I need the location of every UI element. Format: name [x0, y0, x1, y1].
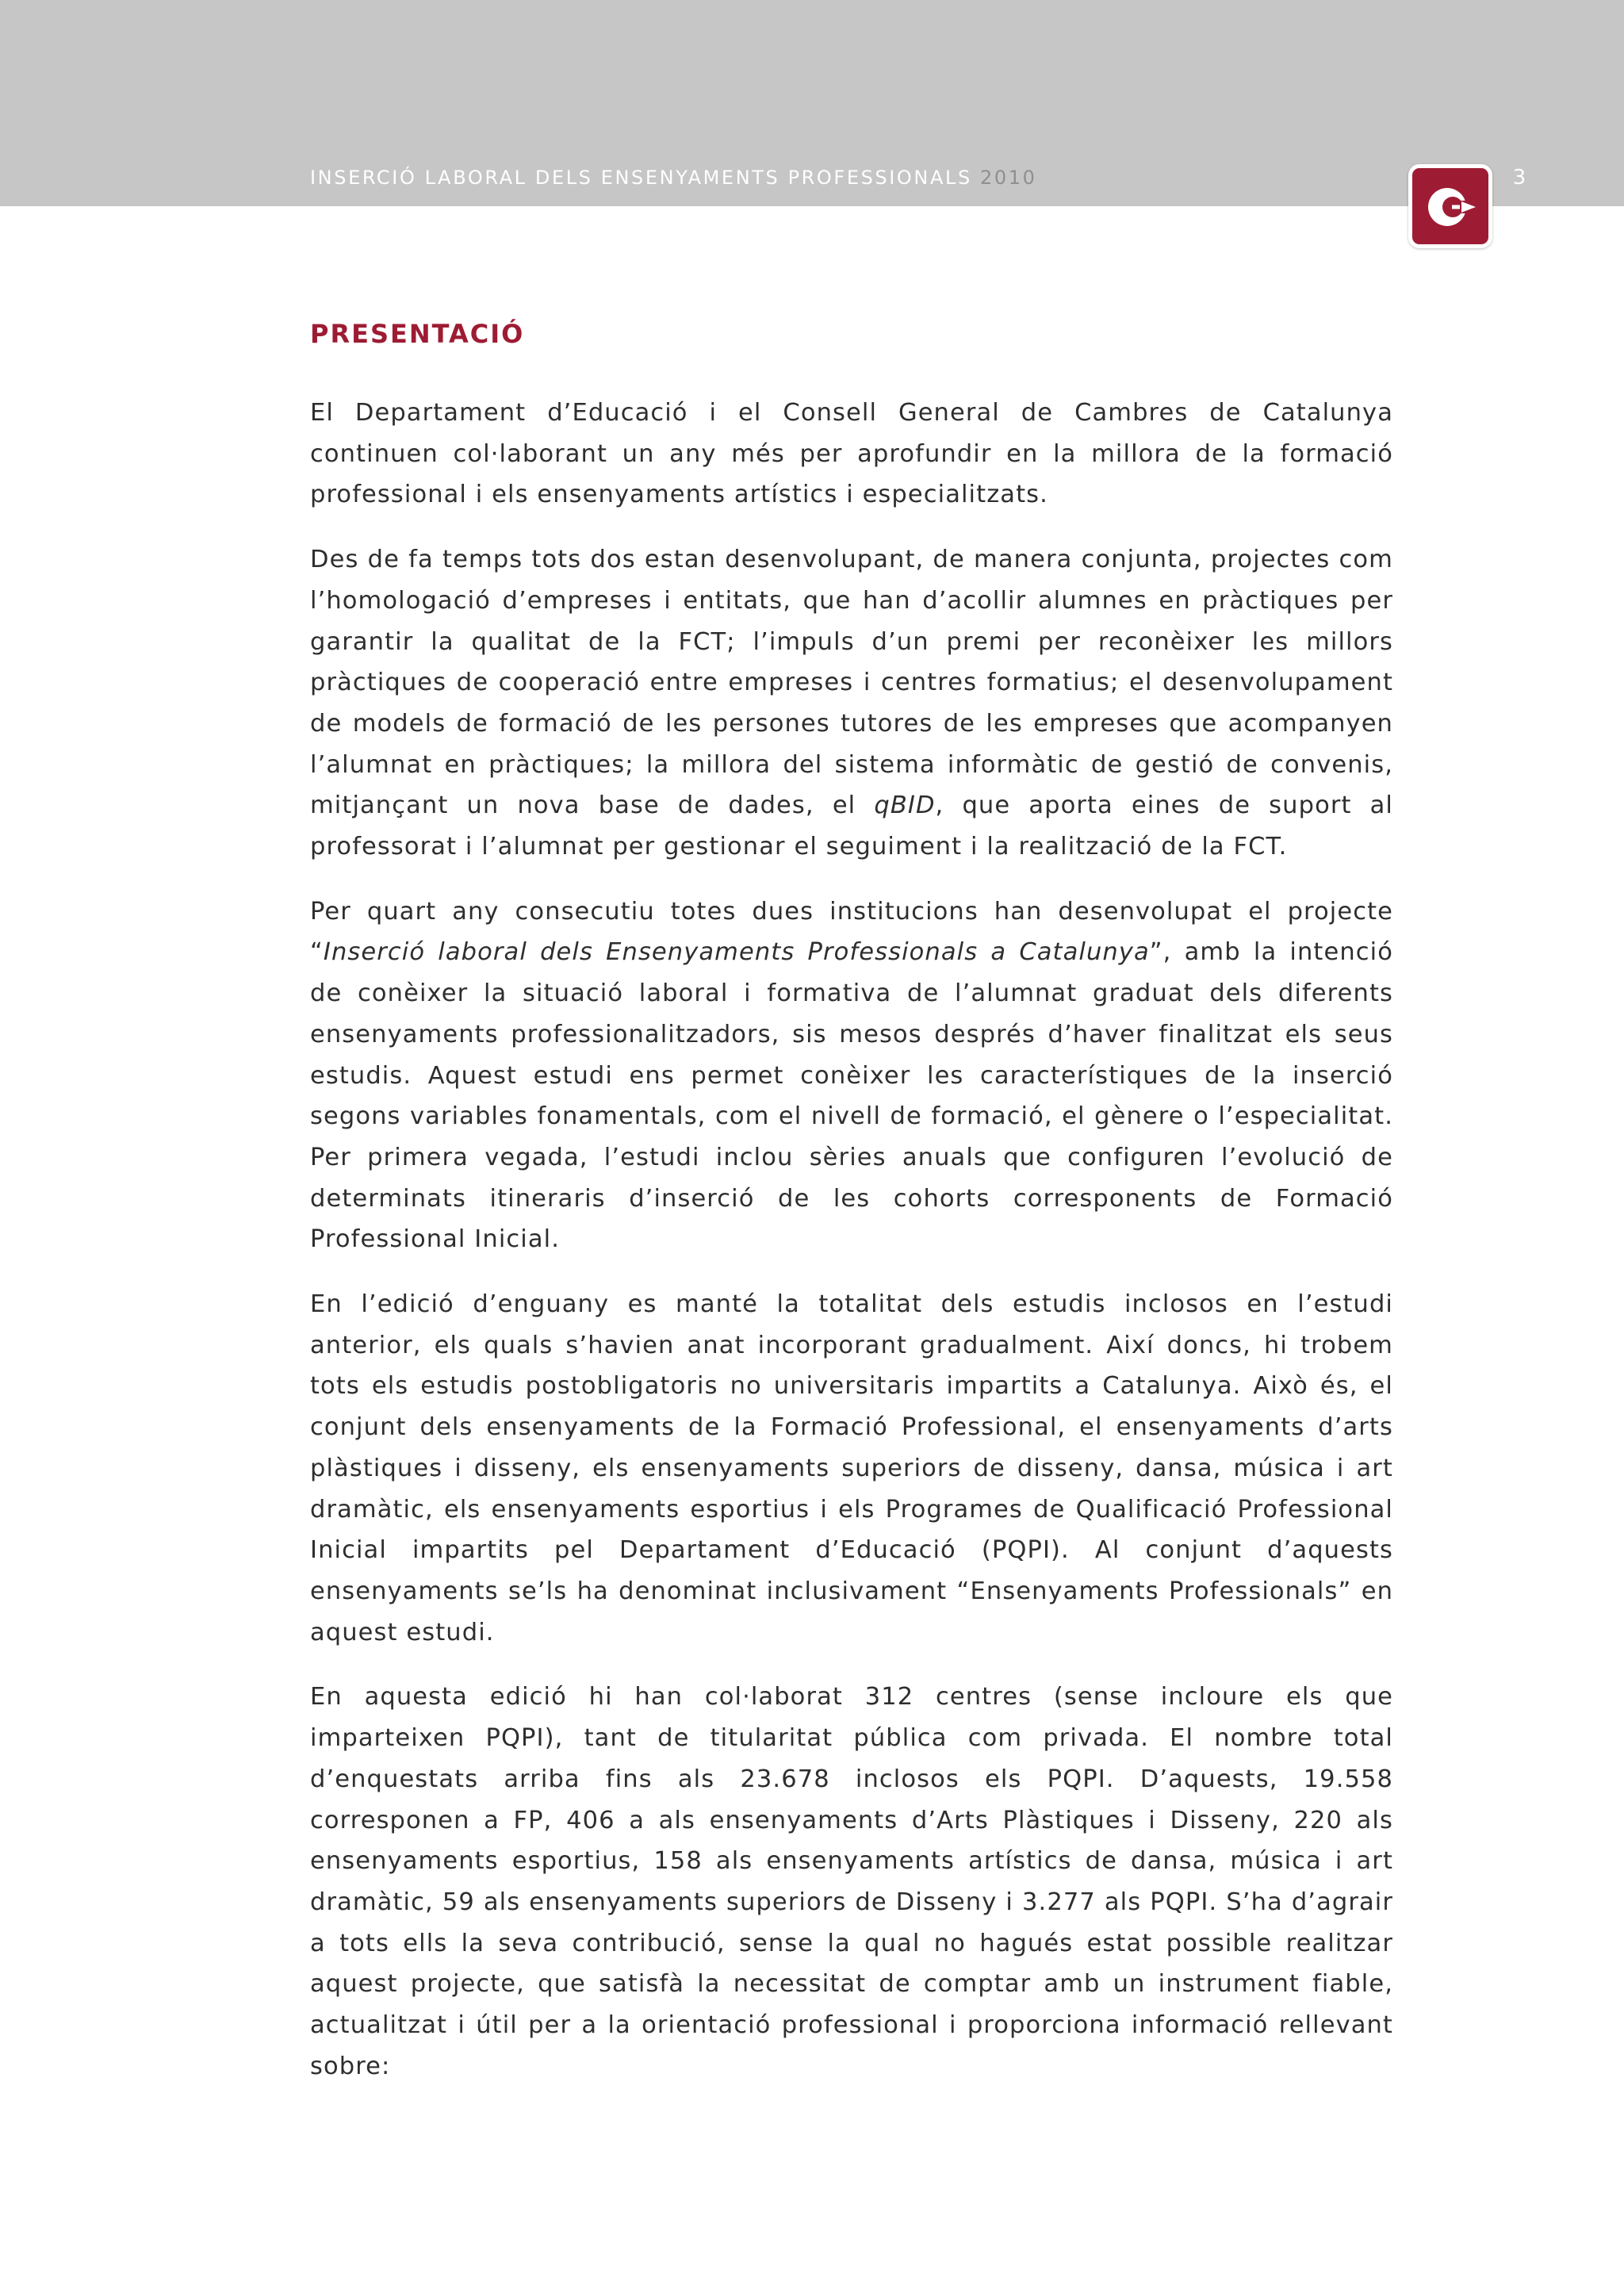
paragraph-5: En aquesta edició hi han col·laborat 312 centres (sense incloure els que imparteixen PQPI), tant de titularitat pública com privada. El nombre total d’enquestats arriba fins als 23.678 inclosos els PQPI. D’aquests, 19.558 corresponen a FP, 406 a als ensenyaments d’Arts Plàstiques i Disseny, 220 als ensenyaments esportius, 158 als ensenyaments artístics de dansa, música i art dramàtic, 59 als ensenyaments superiors de Disseny i 3.277 als PQPI. S’ha d’agrair a tots ells la seva contribució, sense la qual no hagués estat possible realitzar aquest projecte, que satisfà la necessitat de comptar amb un instrument fiable, actualitzat i útil per a la orientació professional i proporciona informació rellevant sobre: — [310, 1683, 1393, 2080]
running-title — [310, 167, 1037, 189]
body-text — [310, 393, 1393, 2087]
section-title: PRESENTACIÓ — [310, 319, 525, 349]
project-title: Inserció laboral dels Ensenyaments Professionals a Catalunya — [323, 938, 1150, 967]
paragraph-4: En l’edició d’enguany es manté la totalitat dels estudis inclosos en l’estudi anterior, els quals s’havien anat incorporant gradualment. Així doncs, hi trobem tots els estudis postobligatoris no universitaris impartits a Catalunya. Això és, el conjunt dels ensenyaments de la Formació Professional, el ensenyaments d’arts plàstiques i disseny, els ensenyaments superiors de disseny, dansa, música i art dramàtic, els ensenyaments esportius i els Programes de Qualificació Professional Inicial impartits pel Departament d’Educació (PQPI). Al conjunt d’aquests ensenyaments se’ls ha denominat inclusivament “Ensenyaments Professionals” en aquest estudi. — [310, 1290, 1393, 1646]
page-number: 3 — [1512, 166, 1526, 190]
paragraph-3-text-b: ”, amb la intenció de conèixer la situació laboral i formativa de l’alumnat graduat dels diferents ensenyaments professionalitzadors, sis mesos després d’haver finalitzat els seus estudis. Aquest estudi ens permet conèixer les característiques de la inserció segons variables fonamentals, com el nivell de formació, el gènere o l’especialitat. Per primera vegada, l’estudi inclou sèries anuals que configuren l’evolució de determinats itineraris d’inserció de les cohorts corresponents de Formació Professional Inicial. — [310, 938, 1393, 1254]
cambres-logo-icon — [1408, 164, 1492, 248]
paragraph-3-text-a: Per quart any consecutiu totes dues institucions han desenvolupat el projecte “ — [310, 897, 1393, 967]
paragraph-2-text-a: Des de fa temps tots dos estan desenvolupant, de manera conjunta, projectes com l’homologació d’empreses i entitats, que han d’acollir alumnes en pràctiques per garantir la qualitat de la FCT; l’impuls d’un premi per reconèixer les millors pràctiques de cooperació entre empreses i centres formatius; el desenvolupament de models de formació de les persones tutores de les empreses que acompanyen l’alumnat en pràctiques; la millora del sistema informàtic de gestió de convenis, mitjançant un nova base de dades, el — [310, 546, 1393, 820]
paragraph-2-text-b: , que aporta eines de suport al professorat i l’alumnat per gestionar el seguiment i la realització de la FCT. — [310, 792, 1393, 861]
qbid-term: qBID — [874, 792, 936, 820]
paragraph-1: El Departament d’Educació i el Consell General de Cambres de Catalunya continuen col·laborant un any més per aprofundir en la millora de la formació professional i els ensenyaments artístics i especialitzats. — [310, 399, 1393, 509]
running-title-text: INSERCIÓ LABORAL DELS ENSENYAMENTS PROFESSIONALS — [310, 167, 972, 189]
paragraph-2 — [310, 539, 1393, 868]
cambres-logo-graphic — [1412, 168, 1488, 244]
paragraph-3 — [310, 891, 1393, 1260]
running-title-year: 2010 — [980, 167, 1037, 189]
